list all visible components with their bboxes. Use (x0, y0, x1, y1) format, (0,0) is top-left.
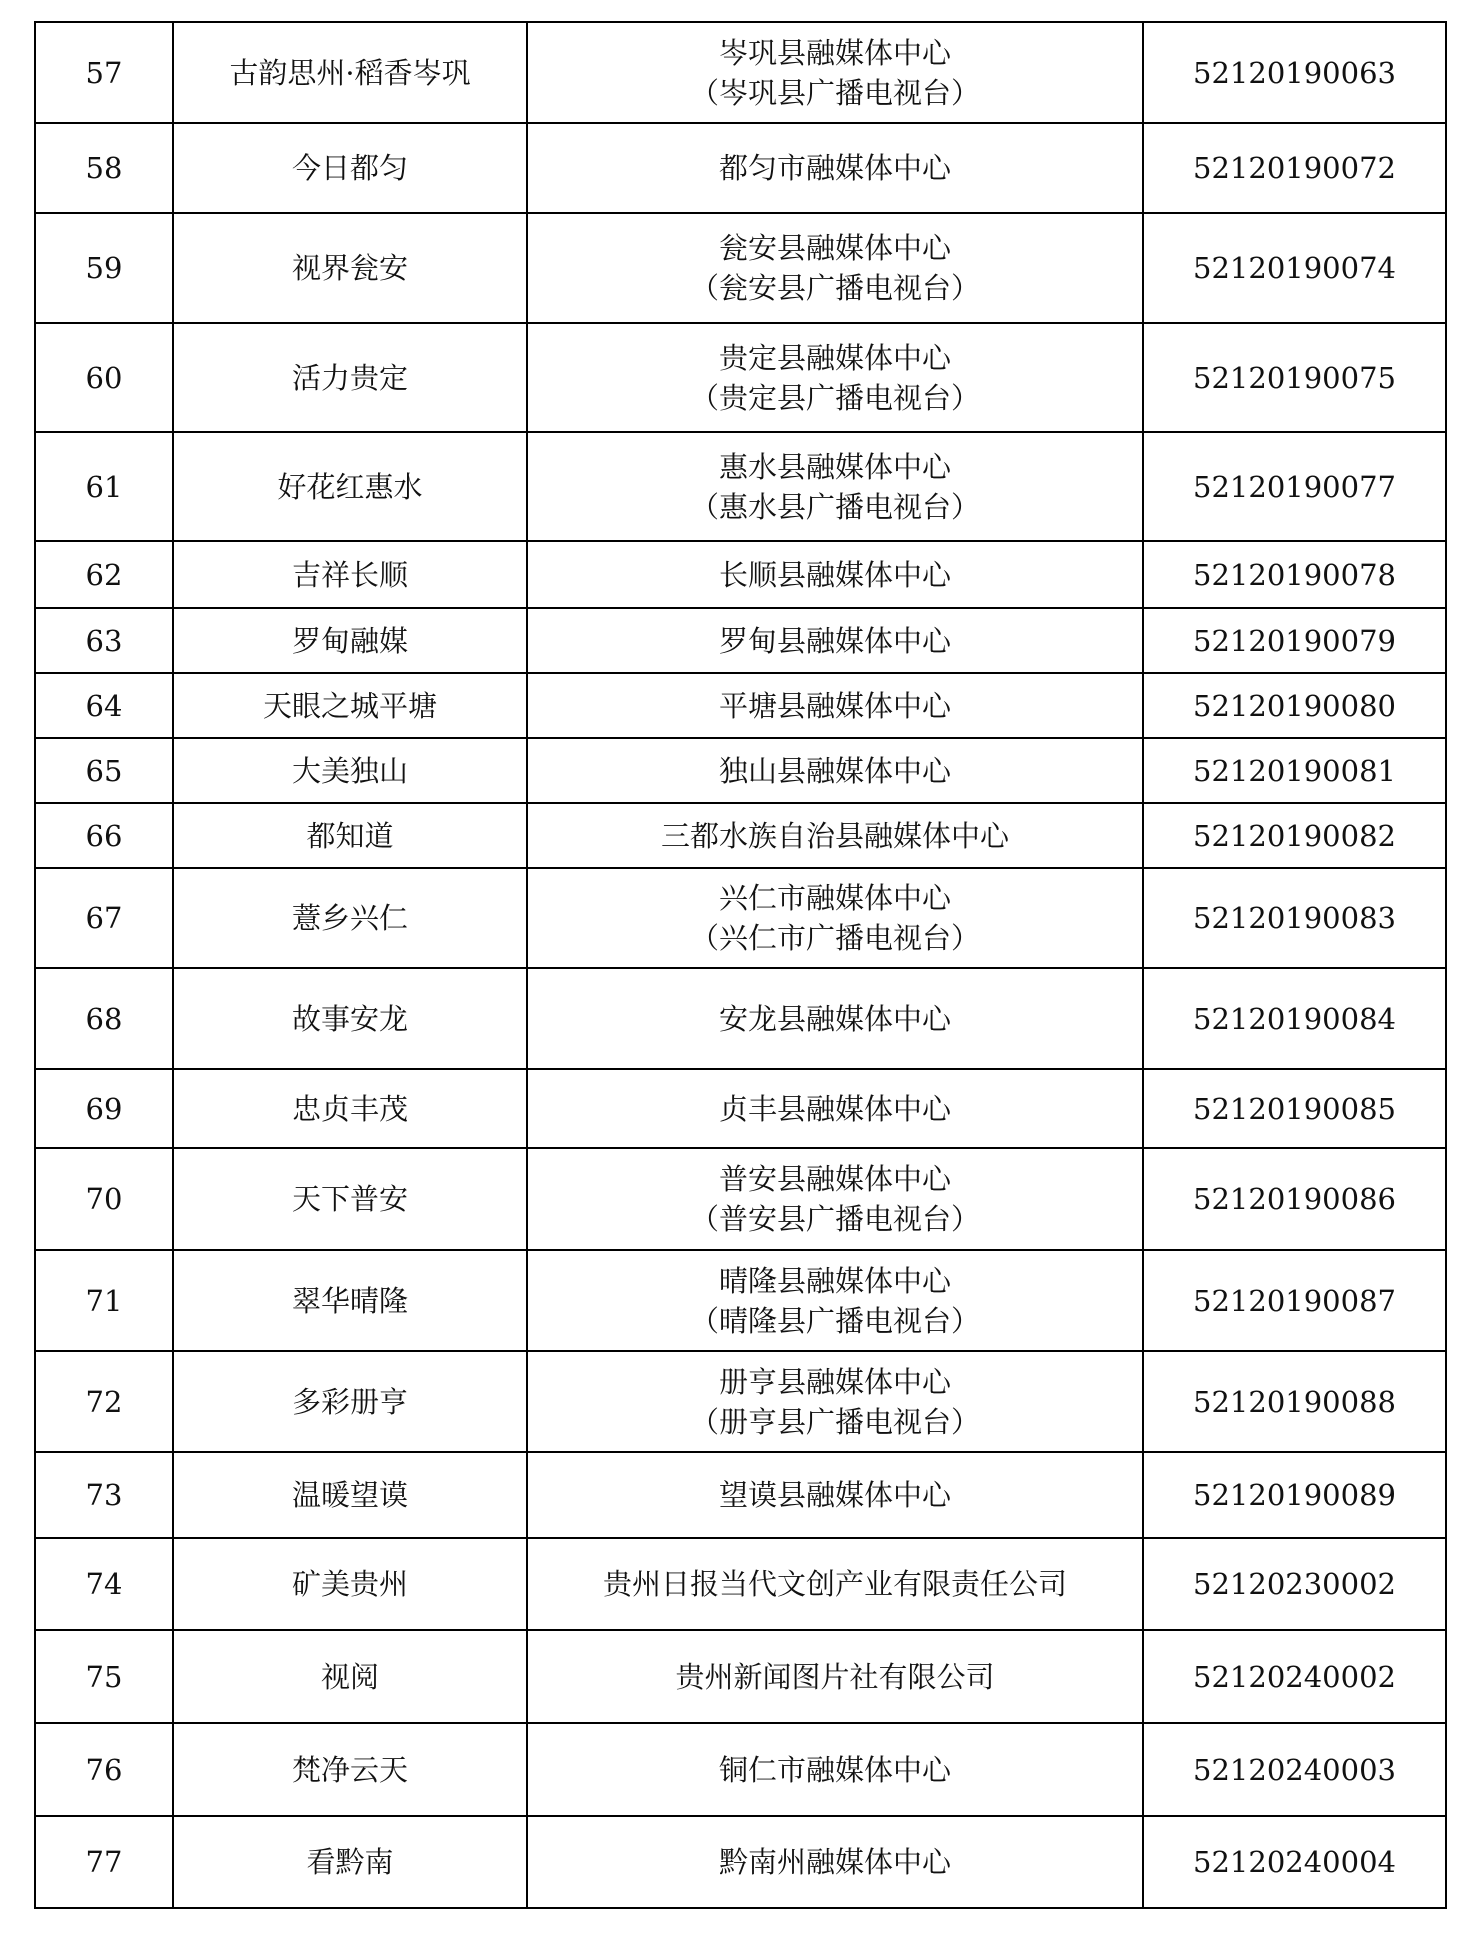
organization-name: 晴隆县融媒体中心 (718, 1263, 951, 1298)
registration-code: 52120190063 (1143, 22, 1446, 123)
organization-name: 贵州新闻图片社有限公司 (675, 1659, 995, 1694)
organization (527, 1630, 1143, 1723)
account-name: 都知道 (173, 803, 527, 868)
registration-code: 52120190088 (1143, 1351, 1446, 1452)
account-name: 故事安龙 (173, 968, 527, 1069)
organization (527, 673, 1143, 738)
account-name: 天眼之城平塘 (173, 673, 527, 738)
organization-name: 贵州日报当代文创产业有限责任公司 (602, 1567, 1067, 1601)
table-row (35, 22, 1446, 123)
organization-name: 安龙县融媒体中心 (718, 1001, 951, 1036)
organization (527, 323, 1143, 432)
table-row (35, 1148, 1446, 1250)
registration-code: 52120190082 (1143, 803, 1446, 868)
account-name: 活力贵定 (173, 323, 527, 432)
organization-name: 都匀市融媒体中心 (718, 151, 951, 185)
registration-code: 52120240004 (1143, 1816, 1446, 1908)
account-name: 忠贞丰茂 (173, 1069, 527, 1148)
row-number: 71 (35, 1250, 173, 1351)
account-name: 视阅 (173, 1630, 527, 1723)
row-number: 60 (35, 323, 173, 432)
organization (527, 1816, 1143, 1908)
table-row (35, 323, 1446, 432)
organization (527, 1723, 1143, 1816)
organization-name: 普安县融媒体中心 (718, 1162, 951, 1196)
registration-code: 52120190079 (1143, 608, 1446, 673)
row-number: 64 (35, 673, 173, 738)
registration-code: 52120240002 (1143, 1630, 1446, 1723)
row-number: 63 (35, 608, 173, 673)
organization (527, 432, 1143, 541)
row-number: 72 (35, 1351, 173, 1452)
table-row (35, 673, 1446, 738)
registration-code: 52120190086 (1143, 1148, 1446, 1250)
table-row (35, 1069, 1446, 1148)
row-number: 59 (35, 213, 173, 323)
row-number: 66 (35, 803, 173, 868)
registration-code: 52120190074 (1143, 213, 1446, 323)
organization (527, 1452, 1143, 1538)
table-row (35, 608, 1446, 673)
organization-name: 望谟县融媒体中心 (718, 1478, 951, 1512)
account-name: 矿美贵州 (173, 1538, 527, 1630)
row-number: 77 (35, 1816, 173, 1908)
organization (527, 1538, 1143, 1630)
table-row (35, 1538, 1446, 1630)
registration-code: 52120190075 (1143, 323, 1446, 432)
account-name: 梵净云天 (173, 1723, 527, 1816)
organization (527, 1250, 1143, 1351)
organization (527, 968, 1143, 1069)
row-number: 74 (35, 1538, 173, 1630)
account-name: 多彩册亨 (173, 1351, 527, 1452)
table-row (35, 123, 1446, 213)
organization-alt-name: （贵定县广播电视台） (689, 380, 980, 415)
organization-name: 平塘县融媒体中心 (718, 688, 951, 723)
registration-code: 52120190077 (1143, 432, 1446, 541)
registration-code: 52120190083 (1143, 868, 1446, 968)
organization (527, 1069, 1143, 1148)
organization-name: 罗甸县融媒体中心 (718, 623, 951, 658)
account-name: 吉祥长顺 (173, 541, 527, 608)
organization (527, 213, 1143, 323)
row-number: 70 (35, 1148, 173, 1250)
account-name: 视界瓮安 (173, 213, 527, 323)
registration-code: 52120240003 (1143, 1723, 1446, 1816)
organization (527, 608, 1143, 673)
organization (527, 738, 1143, 803)
organization-name: 独山县融媒体中心 (718, 753, 951, 788)
row-number: 75 (35, 1630, 173, 1723)
row-number: 69 (35, 1069, 173, 1148)
registration-code: 52120190089 (1143, 1452, 1446, 1538)
row-number: 73 (35, 1452, 173, 1538)
row-number: 65 (35, 738, 173, 803)
row-number: 58 (35, 123, 173, 213)
organization (527, 123, 1143, 213)
table-row (35, 1723, 1446, 1816)
registration-code: 52120190072 (1143, 123, 1446, 213)
table-row (35, 1250, 1446, 1351)
organization-alt-name: （册亨县广播电视台） (689, 1404, 980, 1439)
table-row (35, 868, 1446, 968)
organization-name: 黔南州融媒体中心 (718, 1845, 951, 1879)
organization-alt-name: （晴隆县广播电视台） (689, 1303, 980, 1338)
registration-code: 52120230002 (1143, 1538, 1446, 1630)
organization-name: 岑巩县融媒体中心 (718, 35, 951, 70)
organization-name: 兴仁市融媒体中心 (718, 881, 951, 915)
table-row (35, 1630, 1446, 1723)
registry-table (34, 21, 1447, 1909)
row-number: 61 (35, 432, 173, 541)
row-number: 62 (35, 541, 173, 608)
organization (527, 1148, 1143, 1250)
account-name: 今日都匀 (173, 123, 527, 213)
table-row (35, 541, 1446, 608)
table-row (35, 803, 1446, 868)
account-name: 大美独山 (173, 738, 527, 803)
account-name: 好花红惠水 (173, 432, 527, 541)
table-row (35, 1816, 1446, 1908)
account-name: 薏乡兴仁 (173, 868, 527, 968)
organization (527, 541, 1143, 608)
registration-code: 52120190087 (1143, 1250, 1446, 1351)
organization-alt-name: （兴仁市广播电视台） (689, 921, 980, 955)
organization (527, 803, 1143, 868)
organization-alt-name: （岑巩县广播电视台） (689, 75, 980, 110)
registration-code: 52120190080 (1143, 673, 1446, 738)
organization-name: 贞丰县融媒体中心 (718, 1091, 951, 1126)
table-row (35, 213, 1446, 323)
organization-name: 册亨县融媒体中心 (718, 1364, 951, 1399)
organization (527, 22, 1143, 123)
organization-alt-name: （普安县广播电视台） (689, 1202, 980, 1236)
organization (527, 1351, 1143, 1452)
registration-code: 52120190085 (1143, 1069, 1446, 1148)
account-name: 看黔南 (173, 1816, 527, 1908)
account-name: 罗甸融媒 (173, 608, 527, 673)
row-number: 57 (35, 22, 173, 123)
row-number: 76 (35, 1723, 173, 1816)
registration-code: 52120190081 (1143, 738, 1446, 803)
table-row (35, 738, 1446, 803)
account-name: 古韵思州·稻香岑巩 (173, 22, 527, 123)
account-name: 温暖望谟 (173, 1452, 527, 1538)
organization-name: 三都水族自治县融媒体中心 (660, 818, 1009, 853)
table-row (35, 1452, 1446, 1538)
registration-code: 52120190084 (1143, 968, 1446, 1069)
organization-name: 贵定县融媒体中心 (718, 340, 951, 375)
table-row (35, 432, 1446, 541)
organization-name: 铜仁市融媒体中心 (718, 1752, 951, 1787)
row-number: 68 (35, 968, 173, 1069)
row-number: 67 (35, 868, 173, 968)
registration-code: 52120190078 (1143, 541, 1446, 608)
account-name: 翠华晴隆 (173, 1250, 527, 1351)
table-row (35, 1351, 1446, 1452)
organization (527, 868, 1143, 968)
organization-name: 惠水县融媒体中心 (718, 449, 951, 484)
table-row (35, 968, 1446, 1069)
account-name: 天下普安 (173, 1148, 527, 1250)
organization-alt-name: （惠水县广播电视台） (689, 489, 980, 524)
organization-alt-name: （瓮安县广播电视台） (689, 271, 980, 305)
organization-name: 瓮安县融媒体中心 (718, 231, 951, 265)
organization-name: 长顺县融媒体中心 (718, 557, 951, 592)
